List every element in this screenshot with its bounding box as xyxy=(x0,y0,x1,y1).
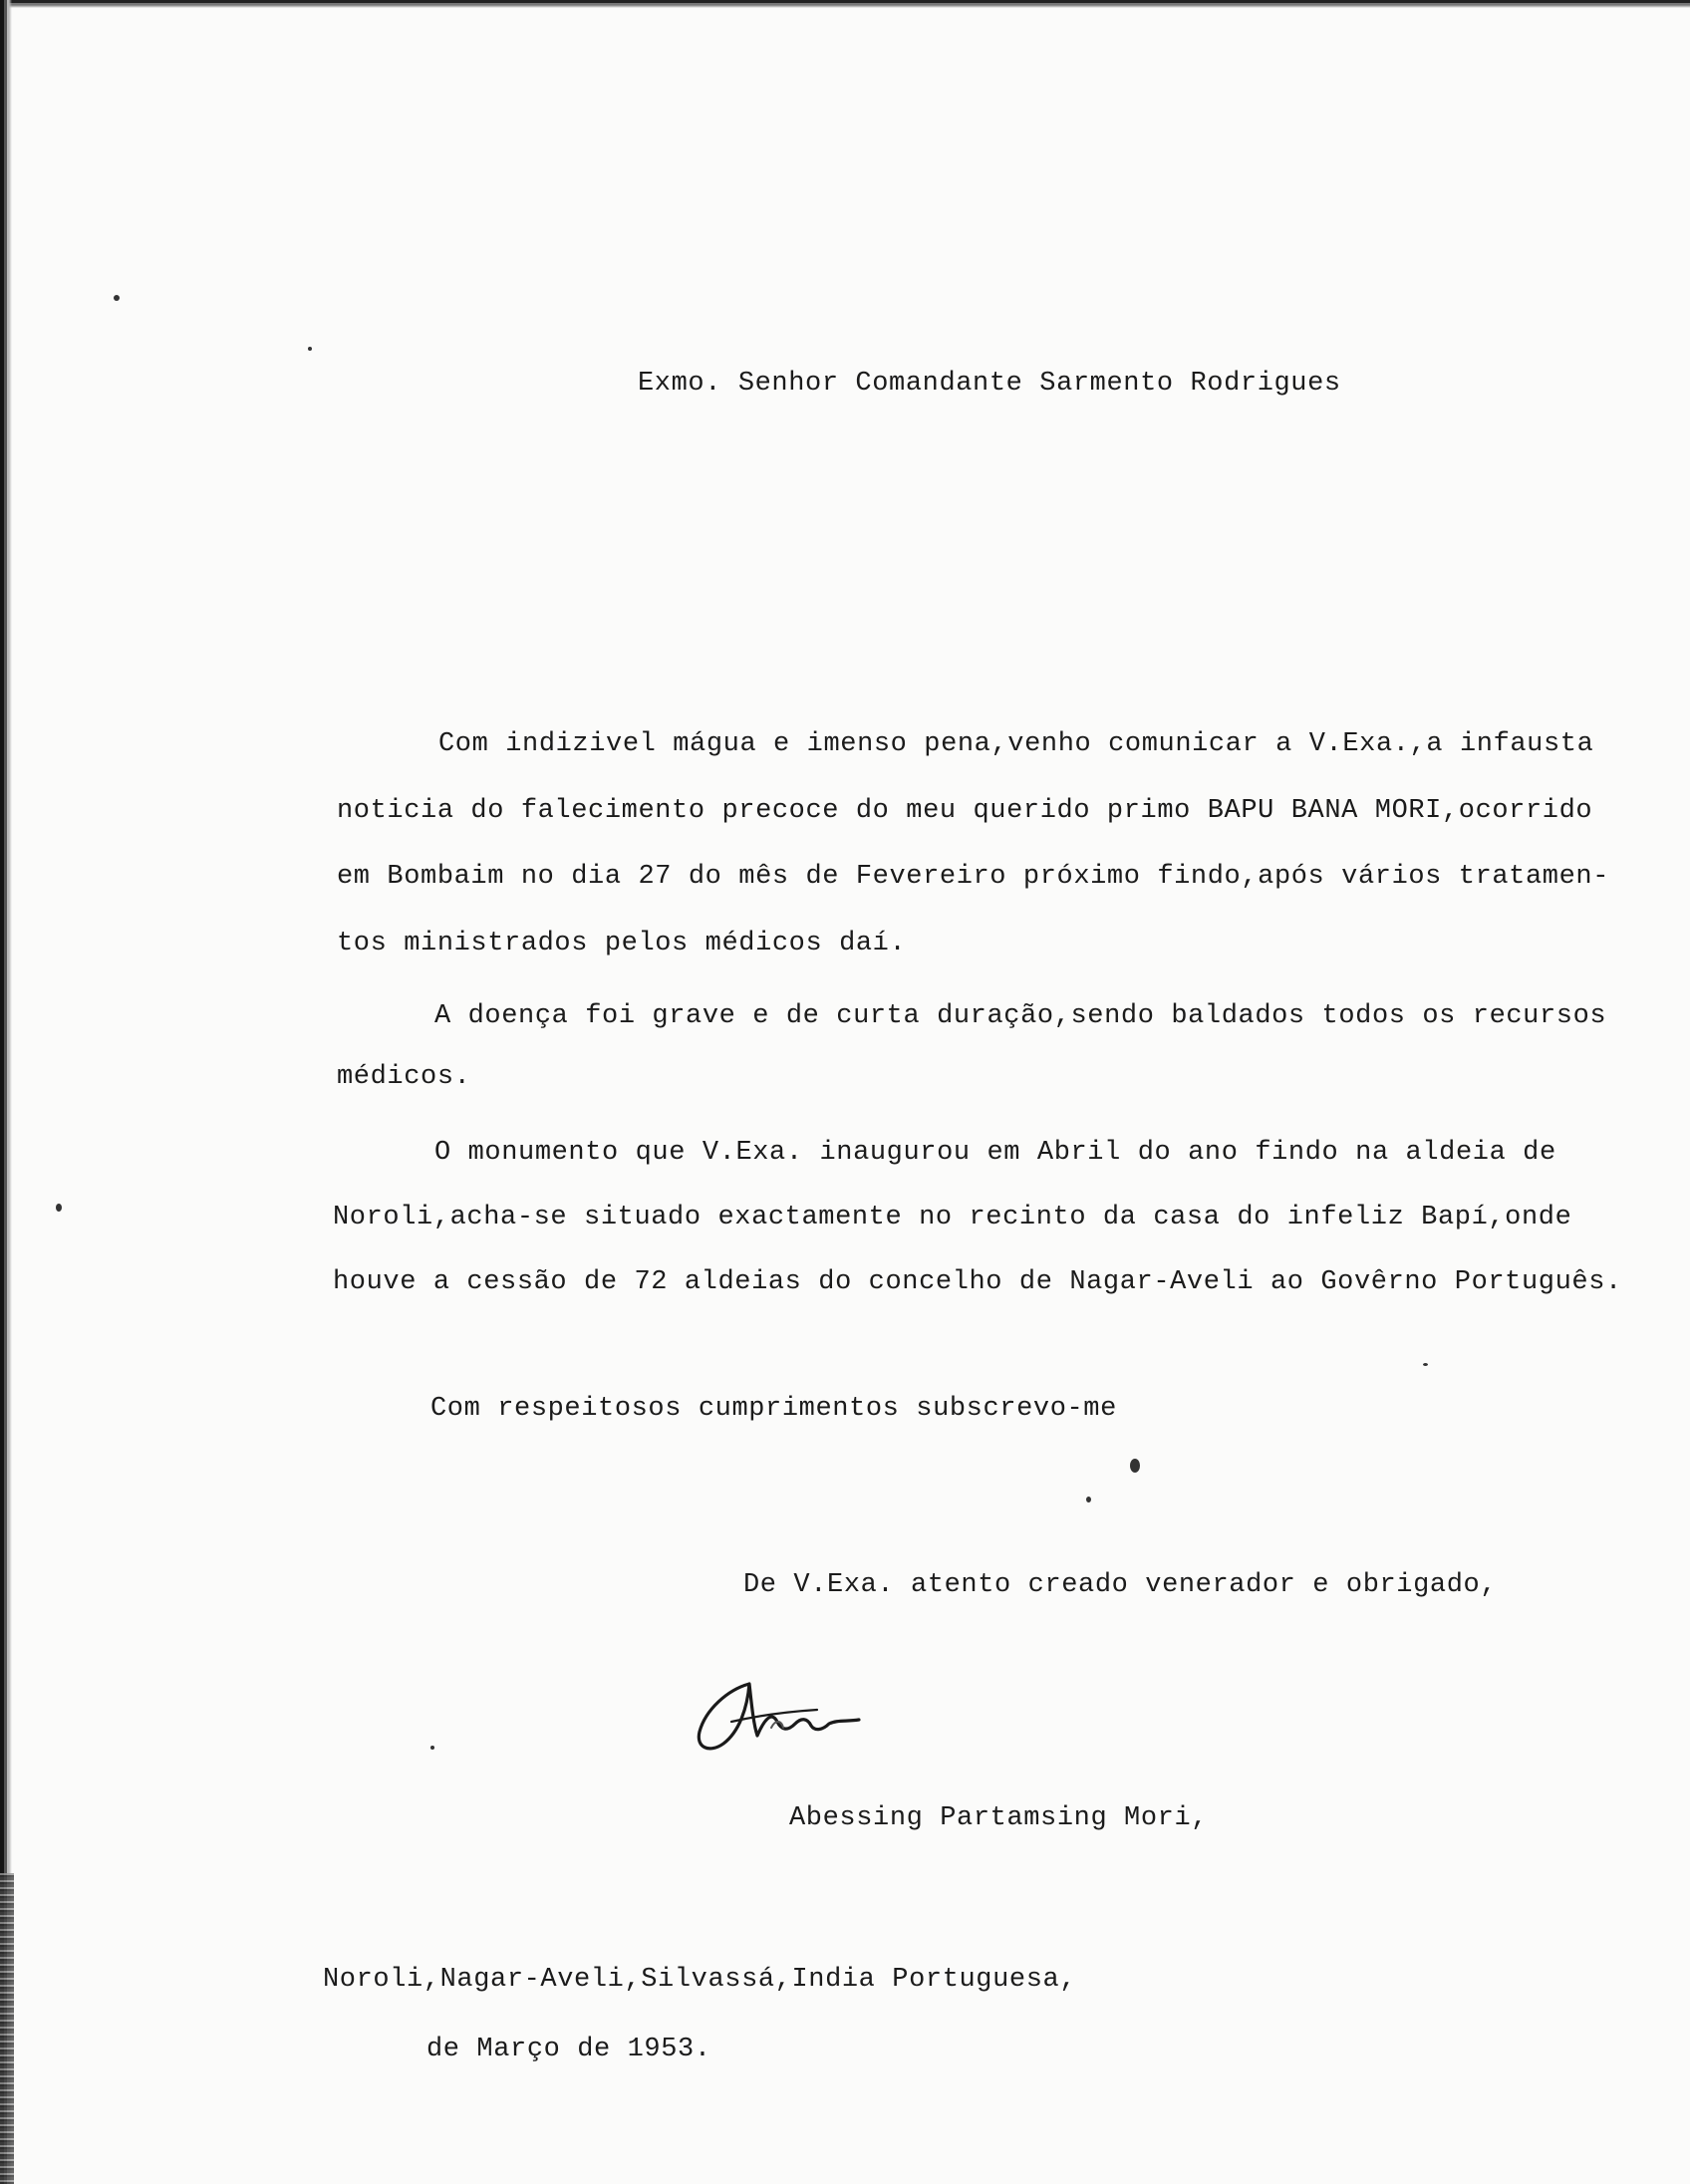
date-line: de Março de 1953. xyxy=(426,2035,711,2064)
valediction: De V.Exa. atento creado venerador e obrigado, xyxy=(743,1570,1498,1600)
scan-speck xyxy=(114,295,120,301)
body-line: em Bombaim no dia 27 do mês de Fevereiro próximo findo,após vários tratamen- xyxy=(337,862,1609,892)
scan-speck xyxy=(430,1746,434,1750)
scan-edge-left xyxy=(0,0,12,2184)
body-line: houve a cessão de 72 aldeias do concelho de Nagar-Aveli ao Govêrno Português. xyxy=(333,1267,1622,1297)
scan-speck xyxy=(1086,1497,1091,1502)
body-line: Noroli,acha-se situado exactamente no recinto da casa do infeliz Bapí,onde xyxy=(333,1203,1572,1232)
scan-speck xyxy=(308,347,312,351)
scan-edge-noise xyxy=(0,1873,14,2184)
scan-speck xyxy=(56,1204,62,1212)
signatory-name: Abessing Partamsing Mori, xyxy=(789,1803,1209,1833)
body-line: O monumento que V.Exa. inaugurou em Abril do ano findo na aldeia de xyxy=(434,1138,1556,1168)
body-line: noticia do falecimento precoce do meu querido primo BAPU BANA MORI,ocorrido xyxy=(337,796,1593,826)
scan-speck xyxy=(1130,1459,1140,1473)
closing-line: Com respeitosos cumprimentos subscrevo-me xyxy=(430,1394,1117,1424)
scan-speck xyxy=(1423,1363,1428,1366)
body-line: Com indizivel mágua e imenso pena,venho comunicar a V.Exa.,a infausta xyxy=(438,729,1594,759)
body-line: A doença foi grave e de curta duração,sendo baldados todos os recursos xyxy=(434,1001,1607,1031)
scan-edge-top xyxy=(0,0,1690,8)
signature xyxy=(688,1662,927,1772)
place-line: Noroli,Nagar-Aveli,Silvassá,India Portuguesa, xyxy=(323,1965,1077,1995)
body-line: tos ministrados pelos médicos daí. xyxy=(337,929,907,958)
body-line: médicos. xyxy=(337,1062,471,1092)
salutation: Exmo. Senhor Comandante Sarmento Rodrigues xyxy=(638,369,1341,399)
